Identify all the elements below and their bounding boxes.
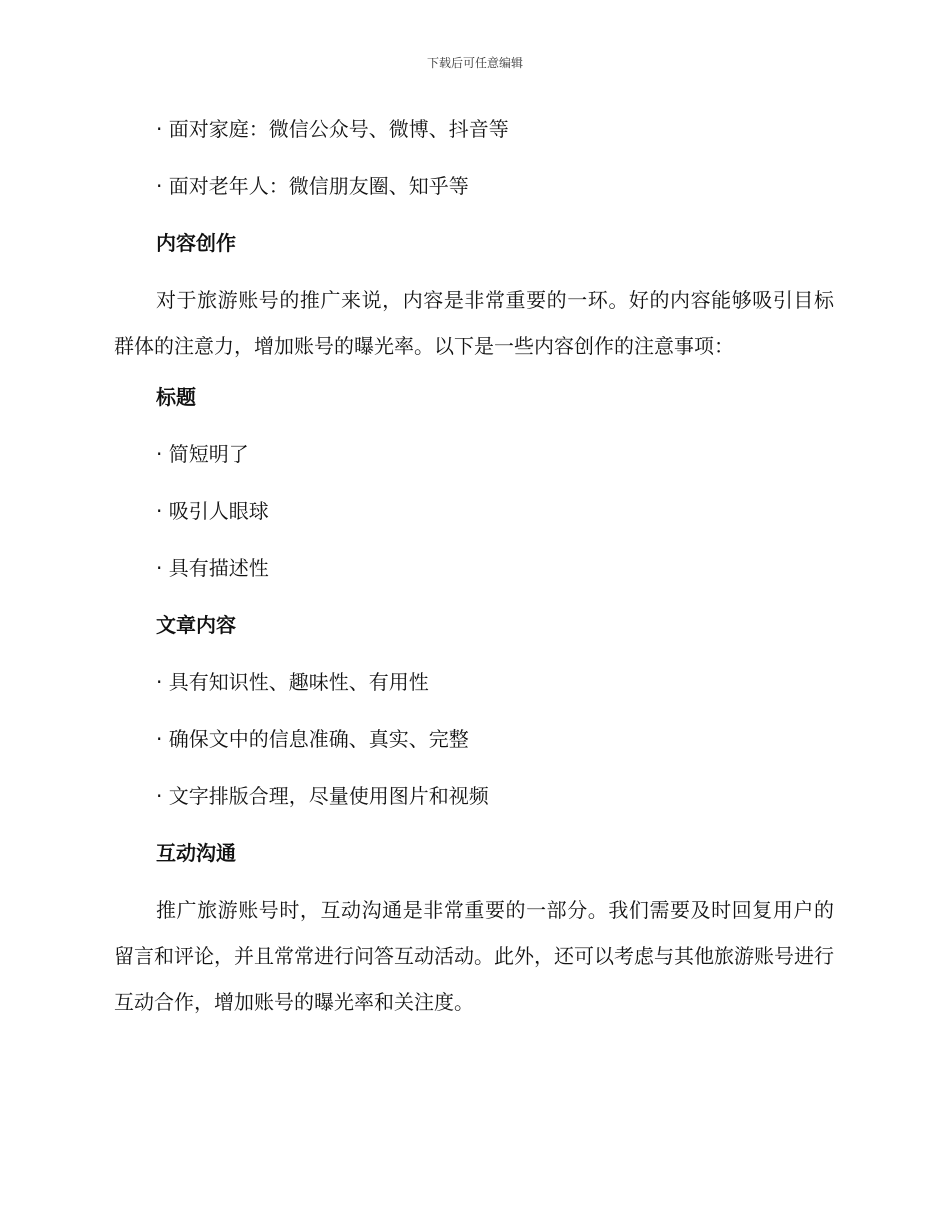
bullet-item-family: · 面对家庭：微信公众号、微博、抖音等 [156,117,509,141]
document-body [114,112,834,1036]
bullet-item-layout: · 文字排版合理，尽量使用图片和视频 [156,784,489,808]
section-heading-title: 标题 [156,385,196,409]
paragraph-content-creation: 对于旅游账号的推广来说，内容是非常重要的一环。好的内容能够吸引目标群体的注意力，增加账号的曝光率。以下是一些内容创作的注意事项： [114,288,834,358]
bullet-item-eye-catching: · 吸引人眼球 [156,499,269,523]
page-header: 下载后可任意编辑 [426,56,523,70]
bullet-item-informative: · 具有知识性、趣味性、有用性 [156,670,429,694]
section-heading-content-creation: 内容创作 [156,231,236,255]
bullet-item-concise: · 简短明了 [156,442,249,466]
bullet-item-descriptive: · 具有描述性 [156,556,269,580]
paragraph-interaction: 推广旅游账号时，互动沟通是非常重要的一部分。我们需要及时回复用户的留言和评论，并且常常进行问答互动活动。此外，还可以考虑与其他旅游账号进行互动合作，增加账号的曝光率和关注度。 [114,898,834,1014]
bullet-item-accurate: · 确保文中的信息准确、真实、完整 [156,727,469,751]
section-heading-interaction: 互动沟通 [156,841,236,865]
bullet-item-elderly: · 面对老年人：微信朋友圈、知乎等 [156,174,469,198]
section-heading-article-content: 文章内容 [156,613,236,637]
